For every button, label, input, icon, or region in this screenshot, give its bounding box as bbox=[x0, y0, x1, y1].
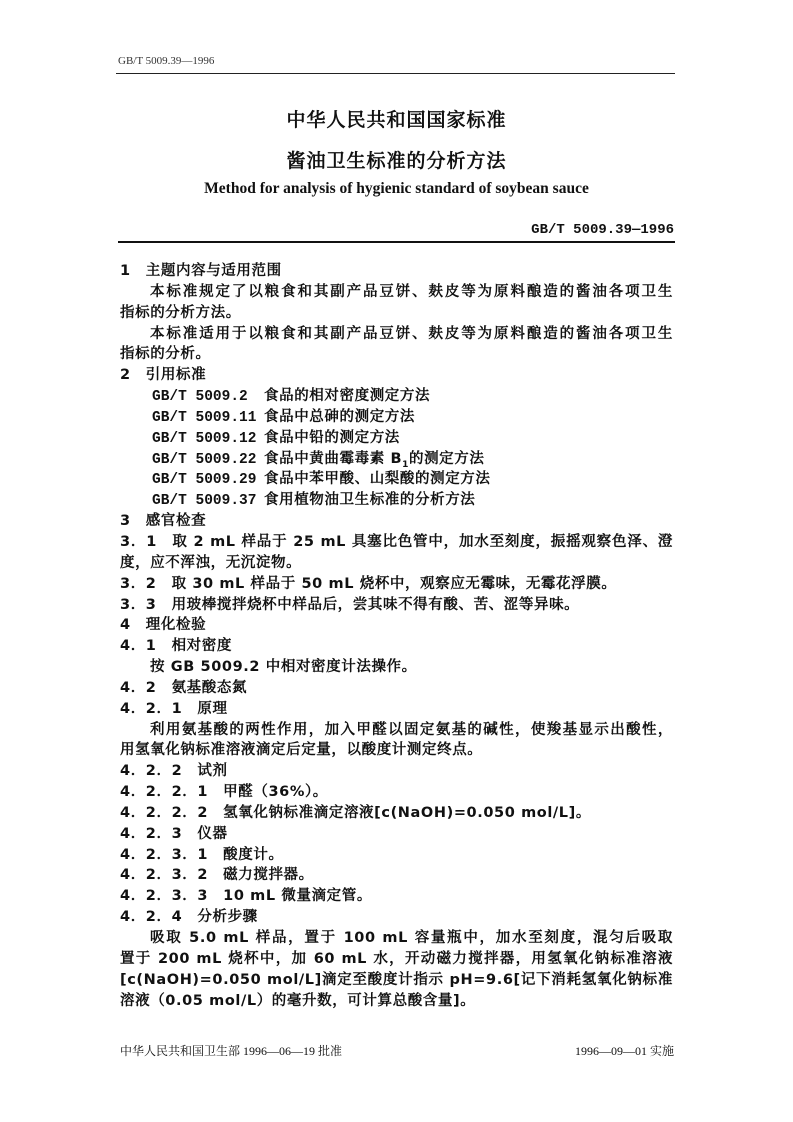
footer-approval: 中华人民共和国卫生部 1996—06—19 批准 bbox=[120, 1044, 343, 1058]
reference-code: GB/T 5009.2 bbox=[152, 389, 248, 406]
paragraph-line: 吸取 5.0 mL 样品，置于 100 mL 容量瓶中，加水至刻度，混匀后吸取 bbox=[150, 930, 673, 946]
text-line: 4．2 氨基酸态氮 bbox=[120, 679, 248, 696]
running-header: GB/T 5009.39—1996 bbox=[118, 55, 215, 67]
reference-code: GB/T 5009.37 bbox=[152, 493, 257, 510]
text-line: 1 主题内容与适用范围 bbox=[120, 263, 282, 279]
reference-title: 食品中铅的测定方法 bbox=[264, 429, 400, 446]
text-line: 4．2．3．1 酸度计。 bbox=[120, 846, 284, 863]
standard-code: GB/T 5009.39—1996 bbox=[531, 222, 674, 238]
paragraph-line: [c(NaOH)=0.050 mol/L]滴定至酸度计指示 pH=9.6[记下消耗氢氧化钠标准 bbox=[120, 971, 673, 988]
title-national-standard: 中华人民共和国国家标准 bbox=[286, 109, 507, 131]
reference-item bbox=[120, 407, 673, 428]
title-rule bbox=[118, 241, 675, 243]
reference-item bbox=[120, 490, 673, 511]
reference-code: GB/T 5009.12 bbox=[152, 430, 257, 447]
document-title-english: Method for analysis of hygienic standard of soybean sauce bbox=[204, 180, 589, 197]
paragraph-line: 按 GB 5009.2 中相对密度计法操作。 bbox=[150, 659, 417, 676]
text-line: 3．3 用玻棒搅拌烧杯中样品后，尝其味不得有酸、苦、涩等异味。 bbox=[120, 596, 580, 613]
text-line: 4．2．3 仪器 bbox=[120, 825, 228, 842]
text-line: 指标的分析方法。 bbox=[120, 304, 241, 321]
text-line: 4 理化检验 bbox=[120, 617, 207, 634]
reference-title: 食品中总砷的测定方法 bbox=[264, 408, 415, 425]
text-line: 溶液（0.05 mol/L）的毫升数，可计算总酸含量]。 bbox=[120, 992, 476, 1009]
text-line: 4．2．2 试剂 bbox=[120, 763, 228, 780]
footer-effective: 1996—09—01 实施 bbox=[574, 1044, 674, 1058]
document-title: 酱油卫生标准的分析方法 bbox=[286, 150, 507, 172]
reference-title: 食品中黄曲霉毒素 B bbox=[264, 450, 403, 467]
text-line: 4．2．3．2 磁力搅拌器。 bbox=[120, 867, 314, 884]
reference-title: 食品的相对密度测定方法 bbox=[264, 388, 431, 405]
text-line: 4．2．2．1 甲醛（36%）。 bbox=[120, 784, 328, 801]
paragraph-line: 3．1 取 2 mL 样品于 25 mL 具塞比色管中，加水至刻度，振摇观察色泽、澄 bbox=[120, 533, 673, 550]
reference-code: GB/T 5009.11 bbox=[152, 409, 257, 426]
paragraph-line: 置于 200 mL 烧杯中，加 60 mL 水，开动磁力搅拌器，用氢氧化钠标准溶液 bbox=[120, 950, 673, 967]
document-body bbox=[120, 261, 673, 1011]
reference-code: GB/T 5009.22 bbox=[152, 451, 257, 468]
text-line: 4．2．1 原理 bbox=[120, 700, 228, 717]
reference-title: 食用植物油卫生标准的分析方法 bbox=[264, 492, 476, 509]
reference-title: 食品中苯甲酸、山梨酸的测定方法 bbox=[264, 471, 491, 488]
text-line: 3 感官检查 bbox=[120, 513, 207, 530]
text-line: 4．2．2．2 氢氧化钠标准滴定溶液[c(NaOH)=0.050 mol/L]。 bbox=[120, 804, 591, 821]
reference-item bbox=[120, 386, 673, 407]
text-line: 3．2 取 30 mL 样品于 50 mL 烧杯中，观察应无霉味，无霉花浮膜。 bbox=[120, 575, 617, 592]
reference-title-cont: 的测定方法 bbox=[408, 450, 485, 467]
paragraph-line: 本标准适用于以粮食和其副产品豆饼、麸皮等为原料酿造的酱油各项卫生 bbox=[150, 325, 673, 342]
text-line: 2 引用标准 bbox=[120, 367, 207, 384]
header-rule bbox=[116, 73, 675, 74]
subscript: 1 bbox=[402, 459, 409, 470]
reference-item bbox=[120, 469, 673, 490]
text-line: 4．2．3．3 10 mL 微量滴定管。 bbox=[120, 888, 372, 905]
reference-code: GB/T 5009.29 bbox=[152, 472, 257, 489]
paragraph-line: 利用氨基酸的两性作用，加入甲醛以固定氨基的碱性，使羧基显示出酸性， bbox=[150, 721, 673, 738]
text-line: 4．1 相对密度 bbox=[120, 638, 232, 655]
text-line: 指标的分析。 bbox=[120, 346, 211, 363]
text-line: 用氢氧化钠标准溶液滴定后定量，以酸度计测定终点。 bbox=[120, 742, 483, 759]
reference-item bbox=[120, 428, 673, 449]
paragraph-line: 本标准规定了以粮食和其副产品豆饼、麸皮等为原料酿造的酱油各项卫生 bbox=[150, 283, 673, 300]
reference-item bbox=[120, 449, 673, 470]
text-line: 度，应不浑浊，无沉淀物。 bbox=[120, 554, 302, 571]
text-line: 4．2．4 分析步骤 bbox=[120, 909, 258, 926]
